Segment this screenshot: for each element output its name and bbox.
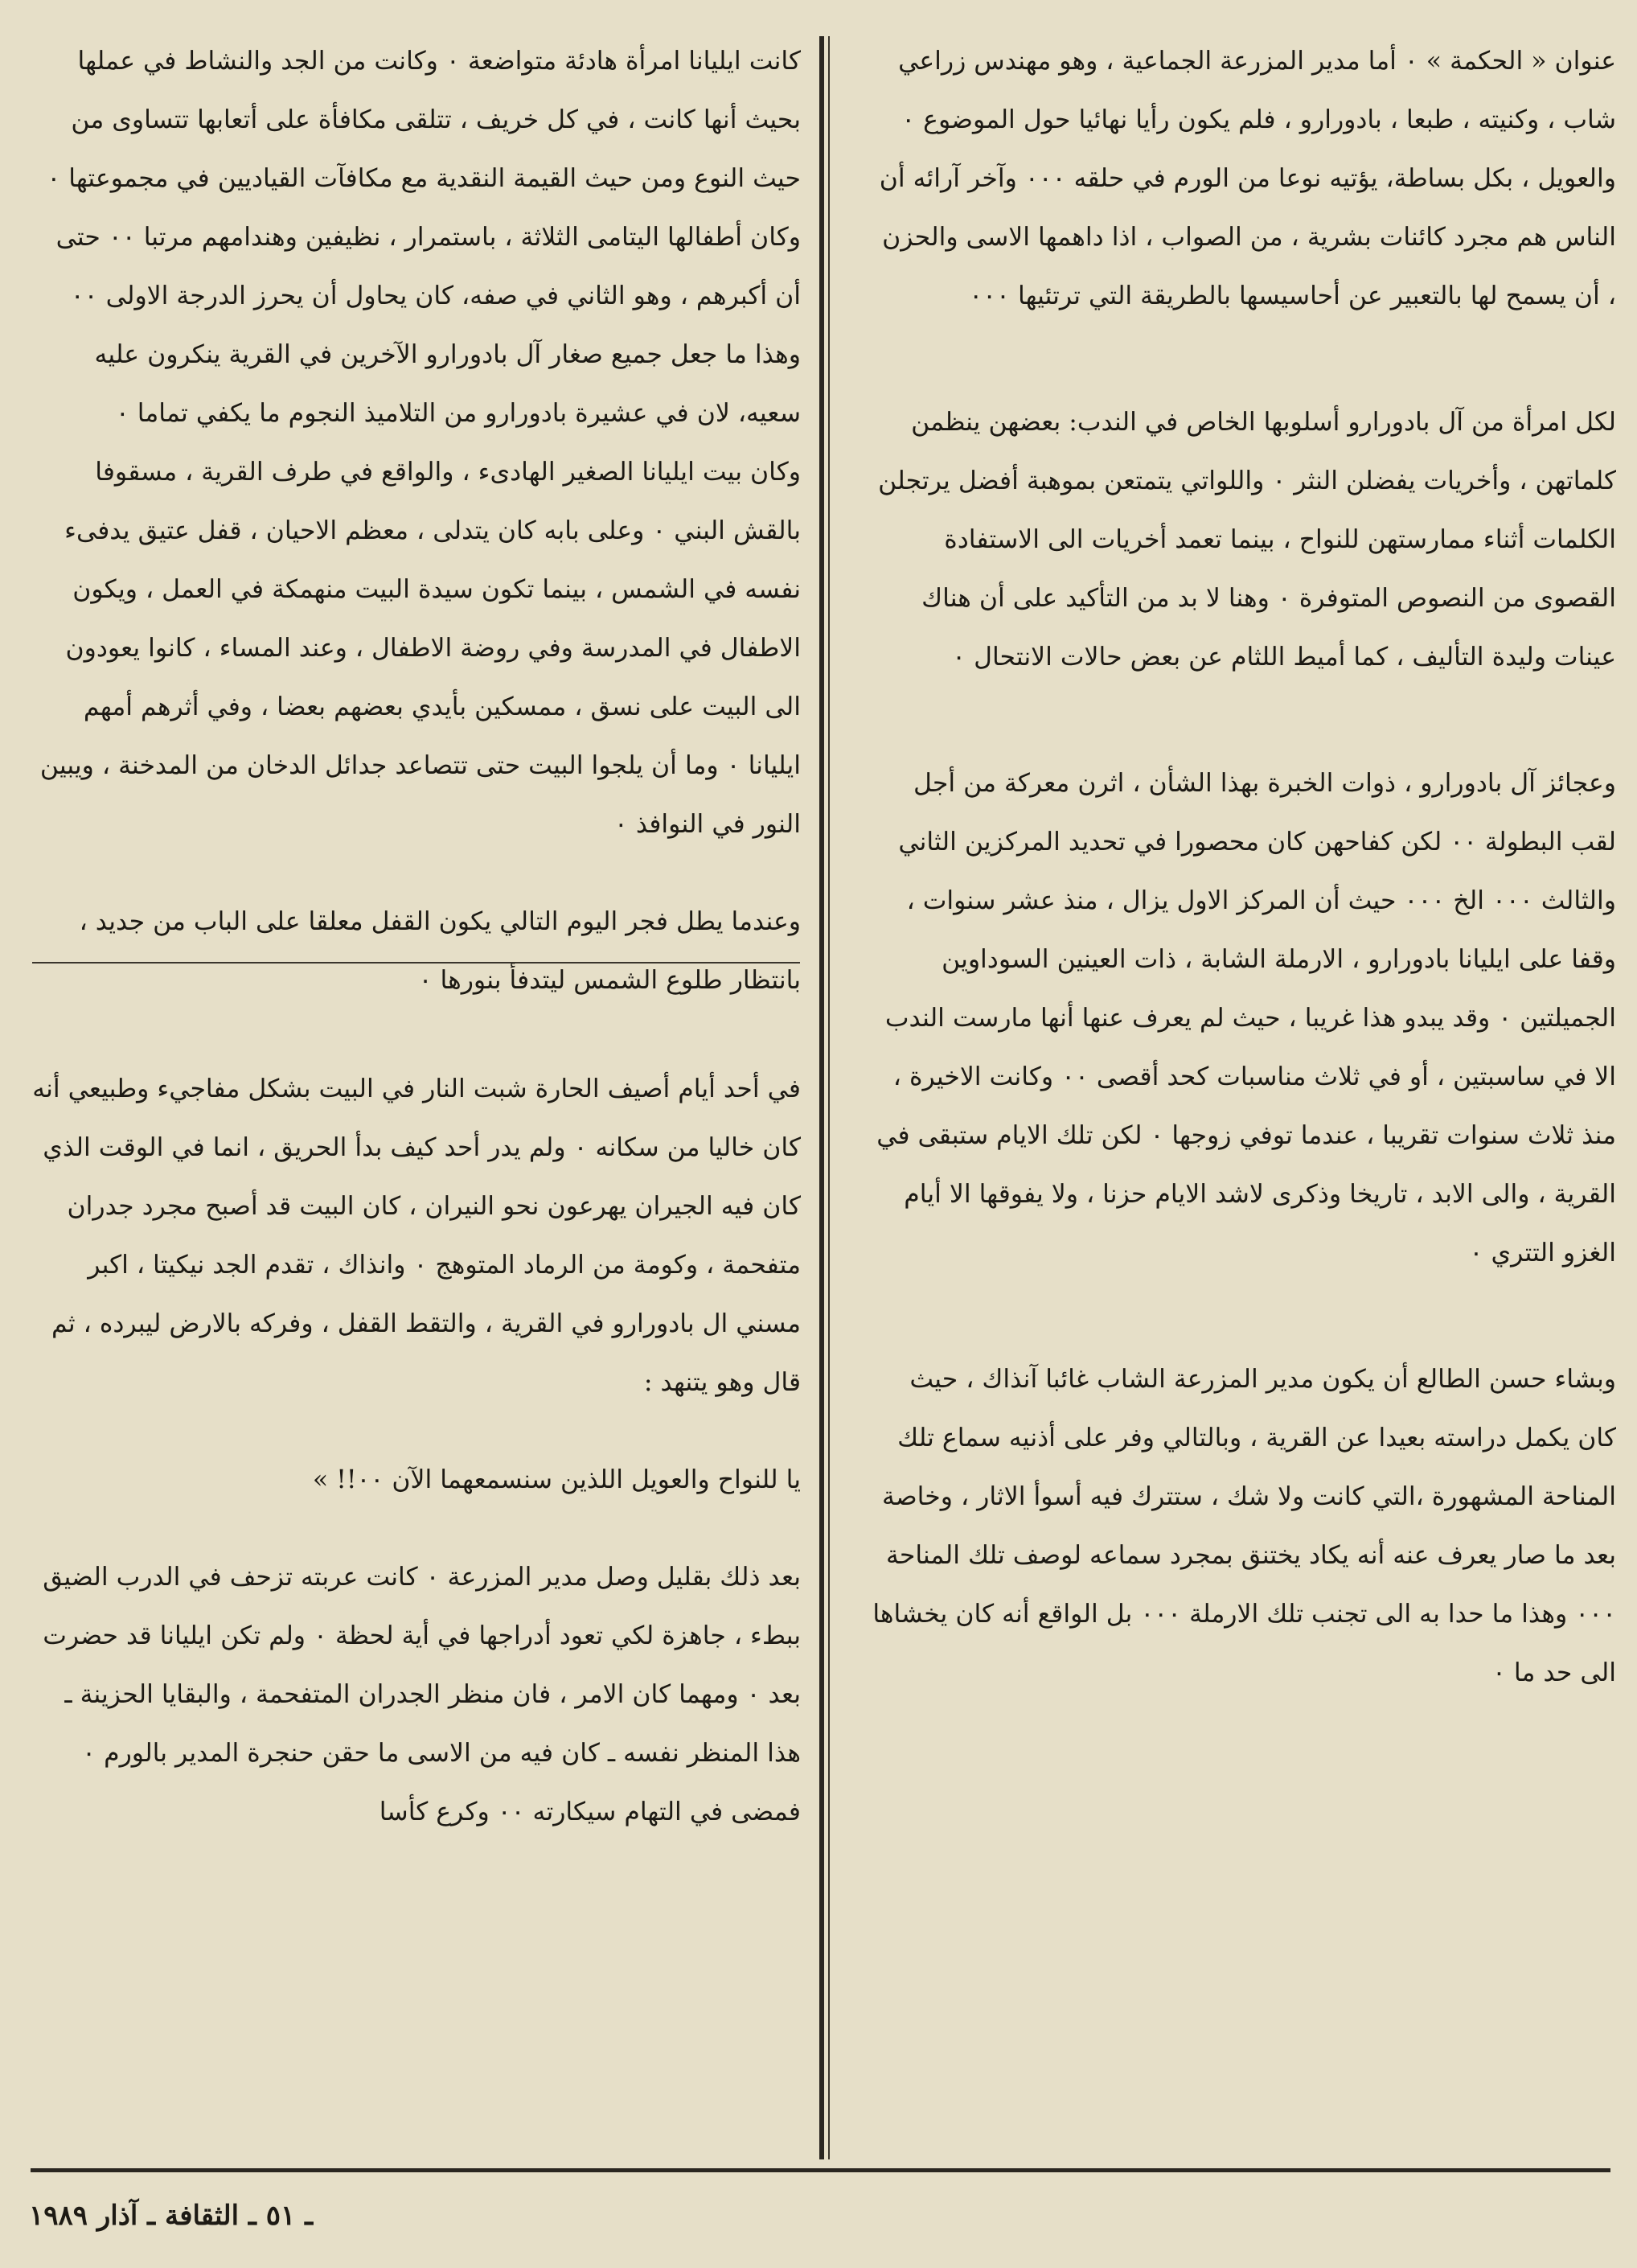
quote: يا للنواح والعويل اللذين سنسمعهما الآن ٠٠!! »	[312, 1465, 801, 1494]
column-divider	[819, 36, 824, 2159]
paragraph: لكل امرأة من آل بادورارو أسلوبها الخاص في الندب: بعضهن ينظمن كلماتهن ، وأخريات يفضلن النثر ٠ واللواتي يتمتعن بموهبة أفضل يرتجلن الكلمات أثناء ممارستهن للنواح ، بينما تعمد أخريات الى الاستفادة القصوى من النصوص المتوفرة ٠ وهنا لا بد من التأكيد على أن هناك عينات وليدة التأليف ، كما أميط اللثام عن بعض حالات الانتحال ٠	[878, 408, 1616, 672]
paragraph: وعجائز آل بادورارو ، ذوات الخبرة بهذا الشأن ، اثرن معركة من أجل لقب البطولة ٠٠ لكن كفاحهن كان محصورا في تحديد المركزين الثاني والثالث ٠٠٠ الخ ٠٠٠ حيث أن المركز الاول يزال ، منذ عشر سنوات ، وقفا على ايليانا بادورارو ، الارملة الشابة ، ذات العينين السوداوين الجميلتين ٠ وقد يبدو هذا غريبا ، حيث لم يعرف عنها أنها مارست الندب الا في ساسبتين ، أو في ثلاث مناسبات كحد أقصى ٠٠ وكانت الاخيرة ، منذ ثلاث سنوات تقريبا ، عندما توفي زوجها ٠ لكن تلك الايام ستبقى في القرية ، والى الابد ، تاريخا وذكرى لاشد الايام حزنا ، ولا يفوقها الا أيام الغزو التتري ٠	[876, 769, 1616, 1268]
paragraph: عنوان « الحكمة » ٠ أما مدير المزرعة الجماعية ، وهو مهندس زراعي شاب ، وكنيته ، طبعا ، بادورارو ، فلم يكون رأيا نهائيا حول الموضوع ٠ والعويل ، بكل بساطة، يؤتيه نوعا من الورم في حلقه ٠٠٠ وآخر آرائه أن الناس هم مجرد كائنات بشرية ، من الصواب ، اذا داهمها الاسى والحزن ، أن يسمح لها بالتعبير عن أحاسيسها بالطريقة التي ترتئيها ٠٠٠	[879, 47, 1616, 310]
paragraph: وبشاء حسن الطالع أن يكون مدير المزرعة الشاب غائبا آنذاك ، حيث كان يكمل دراسته بعيدا عن القرية ، وبالتالي وفر على أذنيه سماع تلك المناحة المشهورة ،التي كانت ولا شك ، ستترك فيه أسوأ الاثار ، وخاصة بعد ما صار يعرف عنه أنه يكاد يختنق بمجرد سماعه لوصف تلك المناحة ٠٠٠ وهذا ما حدا به الى تجنب تلك الارملة ٠٠٠ بل الواقع أنه كان يخشاها الى حد ما ٠	[872, 1365, 1616, 1687]
section-divider	[32, 962, 800, 963]
paragraph-gap	[872, 1283, 1616, 1350]
paragraph: وكان بيت ايليانا الصغير الهادىء ، والواقع في طرف القرية ، مسقوفا بالقش البني ٠ وعلى بابه كان يتدلى ، معظم الاحيان ، قفل عتيق يدفىء نفسه في الشمس ، بينما تكون سيدة البيت منهمكة في العمل ، ويكون الاطفال في المدرسة وفي روضة الاطفال ، وعند المساء ، كانوا يعودون الى البيت على نسق ، ممسكين بأيدي بعضهم بعضا ، وفي أثرهم أمهم ايليانا ٠ وما أن يلجوا البيت حتى تتصاعد جدائل الدخان من المدخنة ، ويبين النور في النوافذ ٠	[39, 458, 801, 839]
paragraph-gap	[29, 854, 801, 893]
right-text-column	[872, 32, 1616, 2139]
paragraph-gap	[29, 1510, 801, 1548]
column-divider	[828, 36, 830, 2159]
left-text-column	[29, 32, 801, 2139]
paragraph-gap	[872, 687, 1616, 754]
paragraph: كانت ايليانا امرأة هادئة متواضعة ٠ وكانت من الجد والنشاط في عملها بحيث أنها كانت ، في كل خريف ، تتلقى مكافأة على أتعابها تتساوى من حيث النوع ومن حيث القيمة النقدية مع مكافآت القياديين في مجموعتها ٠ وكان أطفالها اليتامى الثلاثة ، باستمرار ، نظيفين وهندامهم مرتبا ٠٠ حتى أن أكبرهم ، وهو الثاني في صفه، كان يحاول أن يحرز الدرجة الاولى ٠٠ وهذا ما جعل جميع صغار آل بادورارو الآخرين في القرية ينكرون عليه سعيه، لان في عشيرة بادورارو من التلاميذ النجوم ما يكفي تماما ٠	[47, 47, 801, 428]
paragraph: وعندما يطل فجر اليوم التالي يكون القفل معلقا على الباب من جديد ، بانتظار طلوع الشمس ليتدفأ بنورها ٠	[79, 907, 801, 995]
page-footer: ـ ٥١ ـ الثقافة ـ آذار ١٩٨٩	[29, 2200, 314, 2232]
paragraph-gap	[29, 1010, 801, 1060]
paragraph-gap	[872, 326, 1616, 393]
footer-rule	[31, 2168, 1610, 2172]
paragraph-gap	[29, 1412, 801, 1451]
paragraph: بعد ذلك بقليل وصل مدير المزرعة ٠ كانت عربته تزحف في الدرب الضيق ببطء ، جاهزة لكي تعود أدراجها في أية لحظة ٠ ولم تكن ايليانا قد حضرت بعد ٠ ومهما كان الامر ، فان منظر الجدران المتفحمة ، والبقايا الحزينة ـ هذا المنظر نفسه ـ كان فيه من الاسى ما حقن حنجرة المدير بالورم ٠ فمضى في التهام سيكارته ٠٠ وكرع كأسا	[43, 1563, 801, 1826]
paragraph: في أحد أيام أصيف الحارة شبت النار في البيت بشكل مفاجيء وطبيعي أنه كان خاليا من سكانه ٠ ولم يدر أحد كيف بدأ الحريق ، انما في الوقت الذي كان فيه الجيران يهرعون نحو النيران ، كان البيت قد أصبح مجرد جدران متفحمة ، وكومة من الرماد المتوهج ٠ وانذاك ، تقدم الجد نيكيتا ، اكبر مسني ال بادورارو في القرية ، والتقط القفل ، وفركه بالارض ليبرده ، ثم قال وهو يتنهد :	[32, 1074, 801, 1397]
